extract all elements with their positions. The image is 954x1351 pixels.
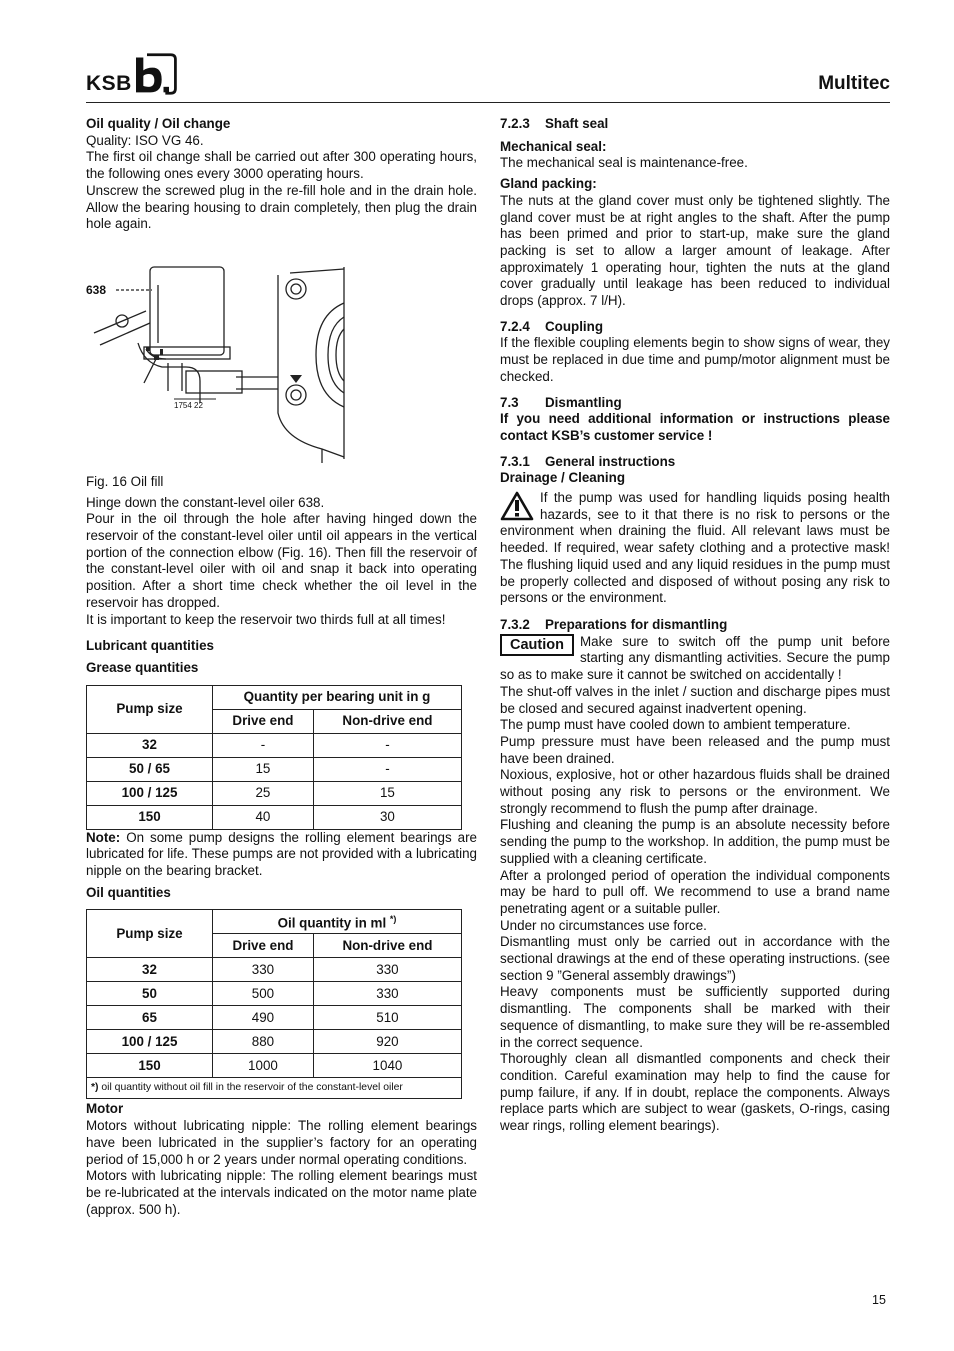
section-number: 7.3 bbox=[500, 394, 519, 410]
oil-table-group-label: Oil quantity in ml bbox=[277, 915, 387, 931]
section-7-3-2-heading bbox=[500, 617, 890, 634]
cell-nondrive: 920 bbox=[313, 1030, 461, 1054]
table-row bbox=[87, 1054, 462, 1078]
cell-nondrive: - bbox=[313, 757, 461, 781]
mechanical-seal-text: The mechanical seal is maintenance-free. bbox=[500, 155, 748, 171]
lubricant-heading: Lubricant quantities bbox=[86, 638, 214, 654]
right-column bbox=[500, 116, 890, 1135]
table-header: Non-drive end bbox=[313, 709, 461, 733]
gland-packing-text: The nuts at the gland cover must only be tightened slightly. The gland cover must be at right angles to the shaft. After the pump has been primed and prior to start-up, make sure the gland packing is set to allow a larger amount of leakage. After approximately 1 operating hour, tighten the nuts at the gland cover gradually until leakage has been reduced to individual drops (approx. 7 l/H). bbox=[500, 192, 890, 309]
noxious-fluids-text: Noxious, explosive, hot or other hazardous fluids shall be drained without posing any risk to persons or the environment. We strongly recommend to flush the pump after drainage. bbox=[500, 767, 890, 816]
cell-size: 150 bbox=[87, 805, 213, 829]
motor-nipple-text: Motors with lubricating nipple: The rolling element bearings must be re-lubricated at the intervals indicated on the motor name plate (approx. 500 h). bbox=[86, 1168, 477, 1217]
cell-size: 100 / 125 bbox=[87, 1030, 213, 1054]
document-title: Multitec bbox=[818, 73, 890, 94]
mechanical-seal-heading: Mechanical seal: bbox=[500, 138, 607, 154]
cell-nondrive: 15 bbox=[313, 781, 461, 805]
section-title: Preparations for dismantling bbox=[545, 616, 728, 632]
table-footnote bbox=[87, 1078, 462, 1099]
customer-service-notice: If you need additional information or instructions please contact KSB’s customer service ! bbox=[500, 411, 890, 443]
drainage-heading: Drainage / Cleaning bbox=[500, 470, 626, 486]
flushing-text: Flushing and cleaning the pump is an absolute necessity before sending the pump to the workshop. In addition, the pump must be supplied with a cleaning certificate. bbox=[500, 817, 890, 866]
cell-drive: 500 bbox=[213, 982, 314, 1006]
table-row bbox=[87, 805, 462, 829]
table-header: Quantity per bearing unit in g bbox=[213, 685, 462, 709]
cell-nondrive: - bbox=[313, 733, 461, 757]
section-7-2-4-heading bbox=[500, 319, 890, 336]
pour-oil-text: Pour in the oil through the hole after having hinged down the reservoir of the constant-level oiler until oil appears in the vertical portion of the connection elbow (Fig. 16). Then fill the reservoir of the constant-level oiler with oil and snap it back into operating position. After a short time check whether the oil level in the reservoir has dropped. bbox=[86, 511, 477, 610]
cell-drive: 880 bbox=[213, 1030, 314, 1054]
cell-nondrive: 1040 bbox=[313, 1054, 461, 1078]
grease-heading: Grease quantities bbox=[86, 659, 199, 675]
table-header: Drive end bbox=[213, 709, 314, 733]
cell-size: 50 bbox=[87, 982, 213, 1006]
table-header: Non-drive end bbox=[313, 934, 461, 958]
cell-size: 100 / 125 bbox=[87, 781, 213, 805]
oil-change-heading: Oil quality / Oil change bbox=[86, 116, 231, 131]
sectional-drawings-text: Dismantling must only be carried out in accordance with the sectional drawings at the end of these operating instructions. (see section 9 ”General assembly drawings”) bbox=[500, 934, 890, 983]
grease-quantities-table bbox=[86, 685, 462, 830]
cell-drive: 490 bbox=[213, 1006, 314, 1030]
cell-nondrive: 330 bbox=[313, 982, 461, 1006]
figure-oil-fill bbox=[86, 263, 477, 468]
section-title: General instructions bbox=[545, 453, 676, 469]
page-number: 15 bbox=[872, 1293, 886, 1307]
fig-label-638: 638 bbox=[86, 282, 107, 297]
cell-size: 50 / 65 bbox=[87, 757, 213, 781]
section-7-2-3-heading bbox=[500, 116, 890, 133]
motor-no-nipple-text: Motors without lubricating nipple: The rolling element bearings have been lubricated in the supplier’s factory for an operating period of 15,000 h or 2 years under normal operating conditions. bbox=[86, 1118, 477, 1167]
cell-size: 32 bbox=[87, 733, 213, 757]
table-header: Pump size bbox=[87, 685, 213, 733]
caution-text: Make sure to switch off the pump unit before starting any dismantling activities. Secure the pump so as to make sure it cannot be switched on accidentally ! bbox=[500, 633, 890, 683]
cell-drive: 1000 bbox=[213, 1054, 314, 1078]
table-header: Drive end bbox=[213, 934, 314, 958]
left-column bbox=[86, 116, 477, 1218]
table-row bbox=[87, 1006, 462, 1030]
cell-drive: 330 bbox=[213, 958, 314, 982]
cell-size: 65 bbox=[87, 1006, 213, 1030]
caution-label: Caution bbox=[500, 634, 574, 657]
section-number: 7.2.4 bbox=[500, 318, 530, 334]
table-row bbox=[87, 982, 462, 1006]
table-header: Pump size bbox=[87, 910, 213, 958]
table-header bbox=[213, 910, 462, 934]
cell-drive: 40 bbox=[213, 805, 314, 829]
prolonged-operation-text: After a prolonged period of operation the individual components may be hard to pull off. We recommend to use a brand name penetrating agent or a suitable puller. bbox=[500, 867, 890, 916]
warning-triangle-icon bbox=[500, 491, 534, 521]
section-number: 7.3.1 bbox=[500, 453, 530, 469]
oil-quantities-heading: Oil quantities bbox=[86, 884, 171, 900]
cell-size: 32 bbox=[87, 958, 213, 982]
no-force-text: Under no circumstances use force. bbox=[500, 917, 707, 933]
section-title: Dismantling bbox=[545, 394, 622, 410]
footnote-marker: *) bbox=[389, 914, 397, 925]
section-title: Coupling bbox=[545, 318, 604, 334]
gland-packing-heading: Gland packing: bbox=[500, 176, 597, 192]
drain-instructions: Unscrew the screwed plug in the re-fill hole and in the drain hole. Allow the bearing housing to drain completely, then plug the drain hole again. bbox=[86, 182, 477, 232]
oil-change-interval: The first oil change shall be carried out after 300 operating hours, the following ones every 3000 operating hours. bbox=[86, 149, 477, 182]
section-7-3-heading bbox=[500, 395, 890, 412]
drainage-text: If the pump was used for handling liquids posing health hazards, see to it that there is no risk to persons or the environment when draining the fluid. All relevant laws must be heeded. If required, wear safety clothing and a protective mask! The flushing liquid used and any liquid residues in the pump must be properly collected and disposed of without posing any risk to persons or the environment. bbox=[500, 490, 890, 606]
table-row bbox=[87, 781, 462, 805]
heavy-components-text: Heavy components must be sufficiently supported during dismantling. The components shall be marked with their sequence of dismantling, to make sure they will be re-assembled in the correct sequence. bbox=[500, 984, 890, 1050]
clean-components-text: Thoroughly clean all dismantled components and check their condition. Careful examination may help to find the cause for pump failure, if any. If in doubt, replace the components. Always replace parts which are subject to wear (gaskets, O-rings, casing wear rings, rolling element bearings). bbox=[500, 1051, 890, 1134]
pressure-text: Pump pressure must have been released and the pump must have been drained. bbox=[500, 733, 890, 766]
footnote-marker: *) bbox=[91, 1082, 99, 1094]
cell-nondrive: 330 bbox=[313, 958, 461, 982]
motor-heading: Motor bbox=[86, 1101, 124, 1117]
cooled-text: The pump must have cooled down to ambient temperature. bbox=[500, 717, 851, 733]
valves-text: The shut-off valves in the inlet / suction and discharge pipes must be closed and secured against inadvertent opening. bbox=[500, 683, 890, 716]
section-7-3-1-heading bbox=[500, 454, 890, 471]
note-paragraph bbox=[86, 830, 477, 880]
hinge-down-text: Hinge down the constant-level oiler 638. bbox=[86, 494, 325, 510]
oil-quality-text: Quality: ISO VG 46. bbox=[86, 132, 204, 148]
section-number: 7.3.2 bbox=[500, 616, 530, 632]
table-row bbox=[87, 733, 462, 757]
section-number: 7.2.3 bbox=[500, 116, 530, 131]
cell-drive: - bbox=[213, 733, 314, 757]
cell-nondrive: 510 bbox=[313, 1006, 461, 1030]
cell-size: 150 bbox=[87, 1054, 213, 1078]
oil-quantities-table bbox=[86, 909, 462, 1099]
fig-code: 1754 22 bbox=[174, 400, 203, 410]
note-label: Note: bbox=[86, 829, 121, 845]
page-header bbox=[86, 50, 890, 103]
coupling-text: If the flexible coupling elements begin to show signs of wear, they must be replaced in due time and pump/motor alignment must be checked. bbox=[500, 335, 890, 384]
cell-drive: 15 bbox=[213, 757, 314, 781]
table-row bbox=[87, 958, 462, 982]
note-text: On some pump designs the rolling element bearings are lubricated for life. These pumps are not provided with a lubricating nipple on the bearing bracket. bbox=[86, 829, 477, 879]
cell-drive: 25 bbox=[213, 781, 314, 805]
reservoir-level-text: It is important to keep the reservoir two thirds full at all times! bbox=[86, 611, 446, 627]
table-row bbox=[87, 757, 462, 781]
logo-text: KSB bbox=[86, 72, 132, 95]
footnote-text: oil quantity without oil fill in the reservoir of the constant-level oiler bbox=[98, 1082, 403, 1094]
oil-fill-drawing bbox=[86, 263, 477, 468]
figure-caption: Fig. 16 Oil fill bbox=[86, 473, 164, 489]
cell-nondrive: 30 bbox=[313, 805, 461, 829]
table-row bbox=[87, 1030, 462, 1054]
section-title: Shaft seal bbox=[545, 116, 609, 131]
